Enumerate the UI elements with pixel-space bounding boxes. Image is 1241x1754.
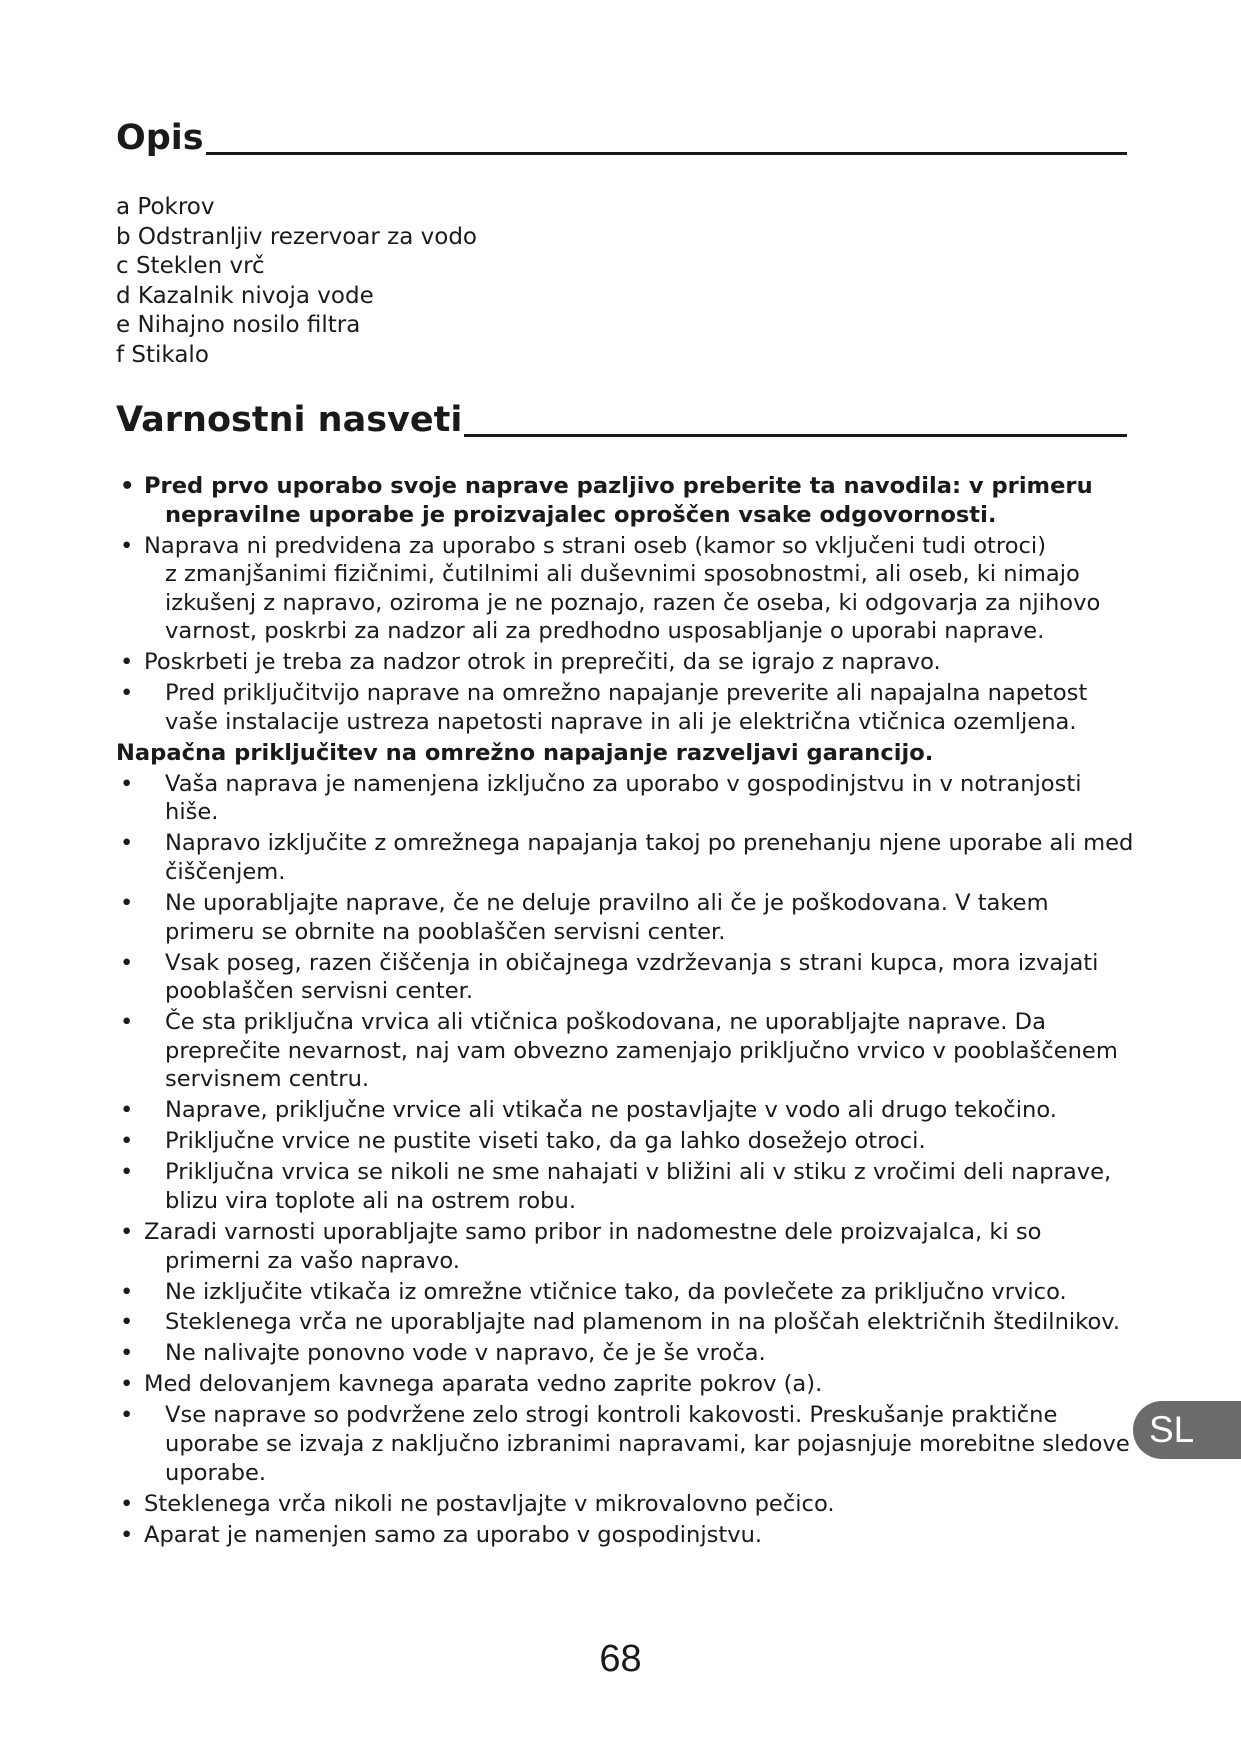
section-heading-safety: [116, 400, 1127, 440]
item-first-line: Pred prvo uporabo svoje naprave pazljivo preberite ta navodila: v primeru: [144, 473, 1093, 499]
bullet: •: [120, 1309, 134, 1336]
item-text: Pred priključitvijo naprave na omrežno napajanje preverite ali napajalna napetost vaše instalacije ustreza napetosti naprave in ali je električna vtičnica ozemljena.: [165, 680, 1088, 735]
bullet: •: [120, 1097, 134, 1124]
parts-list-item: b Odstranljiv rezervoar za vodo: [116, 223, 477, 250]
item-first-line: Aparat je namenjen samo za uporabo v gospodinjstvu.: [144, 1521, 763, 1548]
item-text: Naprave, priključne vrvice ali vtikača ne postavljajte v vodo ali drugo tekočino.: [165, 1097, 1057, 1124]
item-first-line: Naprava ni predvidena za uporabo s strani oseb (kamor so vključeni tudi otroci): [144, 532, 1047, 559]
safety-item: [116, 829, 1136, 886]
item-first-line: Steklenega vrča nikoli ne postavljajte v mikrovalovno pečico.: [144, 1490, 835, 1517]
item-text: Napravo izključite z omrežnega napajanja takoj po prenehanju njene uporabe ali med čiščenjem.: [165, 830, 1134, 886]
bullet: •: [120, 1490, 134, 1517]
bullet: •: [120, 1159, 134, 1186]
safety-item: [116, 472, 1136, 529]
bullet: •: [120, 1128, 134, 1155]
bullet: •: [120, 1371, 134, 1398]
safety-item: [116, 1278, 1136, 1307]
item-text: Vaša naprava je namenjena izključno za uporabo v gospodinjstvu in v notranjosti hiše.: [165, 770, 1082, 826]
safety-item: [116, 949, 1136, 1006]
bullet: •: [120, 949, 134, 976]
safety-item: [116, 532, 1136, 646]
safety-item: [116, 1218, 1136, 1275]
bullet: •: [120, 680, 134, 707]
parts-list-item: f Stikalo: [116, 341, 209, 368]
page-number: 68: [599, 1638, 642, 1680]
item-rest: z zmanjšanimi fizičnimi, čutilnimi ali duševnimi sposobnostmi, ali oseb, ki nimajo izkušenj z napravo, oziroma je ne poznajo, razen če oseba, ki odgovarja za njihovo varnost, poskrbi za nadzor ali za predhodno usposabljanje o uporabi naprave.: [165, 561, 1101, 645]
safety-item: [116, 889, 1136, 946]
item-text: Napačna priključitev na omrežno napajanje razveljavi garancijo.: [116, 739, 934, 766]
item-text: Vsak poseg, razen čiščenja in običajnega vzdrževanja s strani kupca, mora izvajati pooblaščen servisni center.: [165, 949, 1099, 1005]
parts-list-item: c Steklen vrč: [116, 253, 265, 279]
section-heading-description: [116, 118, 1127, 158]
heading-text: Opis: [116, 118, 204, 158]
bullet: •: [120, 649, 134, 676]
bullet: •: [120, 1340, 134, 1367]
item-text: Če sta priključna vrvica ali vtičnica poškodovana, ne uporabljajte naprave. Da preprečite nevarnost, naj vam obvezno zamenjajo priključno vrvico v pooblaščenem servisnem centru.: [165, 1009, 1118, 1093]
safety-item: [116, 1008, 1136, 1094]
item-text: Priključna vrvica se nikoli ne sme nahajati v bližini ali v stiku z vročimi deli naprave, blizu vira toplote ali na ostrem robu.: [165, 1159, 1112, 1214]
bullet: •: [120, 1521, 134, 1548]
item-text: Ne nalivajte ponovno vode v napravo, če je še vroča.: [165, 1340, 766, 1367]
language-tab: SL: [1133, 1401, 1241, 1459]
bullet: •: [120, 1009, 134, 1036]
heading-text: Varnostni nasveti: [116, 400, 463, 440]
safety-item: [116, 1521, 1136, 1550]
item-first-line: Zaradi varnosti uporabljajte samo pribor in nadomestne dele proizvajalca, ki so: [144, 1218, 1042, 1245]
bullet: •: [120, 473, 135, 499]
parts-list-item: d Kazalnik nivoja vode: [116, 282, 374, 309]
safety-item: [116, 1096, 1136, 1125]
item-text: Ne izključite vtikača iz omrežne vtičnice tako, da povlečete za priključno vrvico.: [165, 1278, 1067, 1305]
item-text: Steklenega vrča ne uporabljajte nad plamenom in na ploščah električnih štedilnikov.: [165, 1309, 1121, 1336]
safety-item: [116, 679, 1136, 736]
bullet: •: [120, 890, 134, 917]
parts-list-item: e Nihajno nosilo filtra: [116, 312, 361, 338]
safety-item: [116, 1401, 1136, 1487]
safety-item: [116, 1158, 1136, 1215]
item-rest: primerni za vašo napravo.: [165, 1247, 460, 1274]
safety-item: [116, 648, 1136, 677]
item-text: Priključne vrvice ne pustite viseti tako, da ga lahko dosežejo otroci.: [165, 1128, 926, 1155]
safety-item: [116, 1339, 1136, 1368]
warning-line: [116, 739, 1136, 768]
item-first-line: Poskrbeti je treba za nadzor otrok in preprečiti, da se igrajo z napravo.: [144, 649, 941, 676]
bullet: •: [120, 1402, 134, 1429]
safety-item: [116, 770, 1136, 827]
heading-rule: [464, 434, 1127, 437]
safety-list: [116, 472, 1136, 1552]
safety-item: [116, 1127, 1136, 1156]
parts-list: [116, 193, 477, 370]
bullet: •: [120, 532, 134, 559]
safety-item: [116, 1308, 1136, 1337]
bullet: •: [120, 770, 134, 797]
parts-list-item: a Pokrov: [116, 194, 215, 220]
item-text: Ne uporabljajte naprave, če ne deluje pravilno ali če je poškodovana. V takem primeru se obrnite na pooblaščen servisni center.: [165, 890, 1049, 945]
safety-item: [116, 1370, 1136, 1399]
bullet: •: [120, 830, 134, 857]
bullet: •: [120, 1218, 134, 1245]
item-first-line: Med delovanjem kavnega aparata vedno zaprite pokrov (a).: [144, 1371, 823, 1398]
bullet: •: [120, 1278, 134, 1305]
item-text: Vse naprave so podvržene zelo strogi kontroli kakovosti. Preskušanje praktične uporabe se izvaja z naključno izbranimi napravami, kar pojasnjuje morebitne sledove uporabe.: [165, 1402, 1130, 1486]
item-rest: nepravilne uporabe je proizvajalec oproščen vsake odgovornosti.: [165, 501, 997, 528]
heading-rule: [206, 152, 1127, 155]
safety-item: [116, 1490, 1136, 1519]
